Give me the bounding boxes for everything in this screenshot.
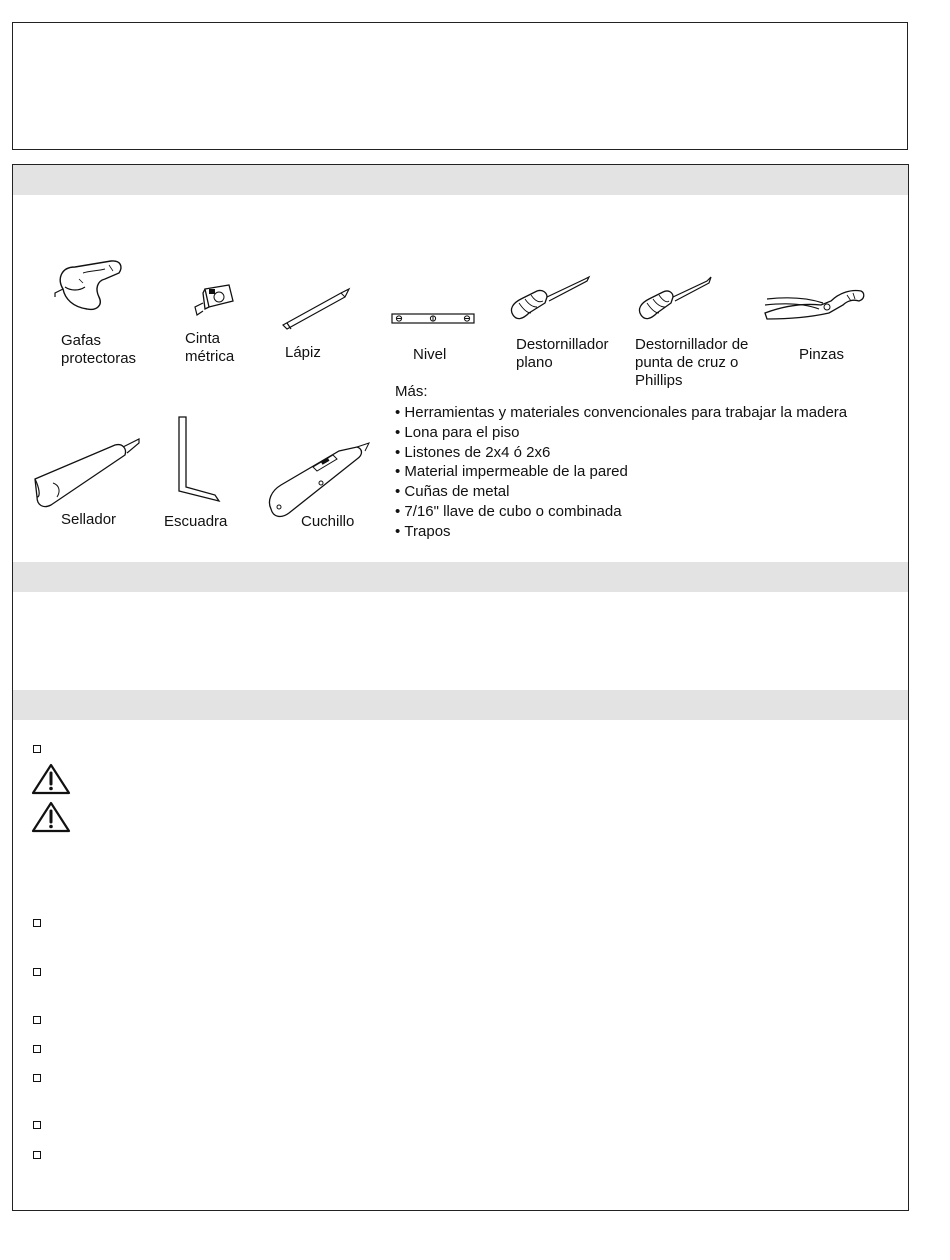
tool-label-level: Nivel	[413, 346, 447, 363]
tool-label-square: Escuadra	[164, 513, 228, 530]
tool-label-pencil: Lápiz	[285, 344, 321, 361]
warning-triangle-icon	[31, 763, 71, 795]
checkbox[interactable]	[33, 745, 41, 753]
list-item: • Cuñas de metal	[395, 482, 847, 502]
safety-glasses-icon	[49, 257, 131, 313]
tool-label-utility-knife: Cuchillo	[301, 513, 355, 530]
more-list	[395, 403, 847, 542]
phillips-screwdriver-icon	[635, 273, 715, 329]
tool-label-safety-glasses: Gafas protectoras	[61, 332, 137, 367]
pliers-icon	[761, 283, 869, 325]
list-item: • Trapos	[395, 522, 847, 542]
checkbox[interactable]	[33, 1121, 41, 1129]
checkbox[interactable]	[33, 1151, 41, 1159]
utility-knife-icon	[265, 435, 375, 519]
list-item: • 7/16" llave de cubo o combinada	[395, 502, 847, 522]
pencil-icon	[279, 285, 351, 331]
more-title: Más:	[395, 383, 428, 400]
square-icon	[177, 415, 223, 503]
checkbox[interactable]	[33, 1016, 41, 1024]
list-item: • Listones de 2x4 ó 2x6	[395, 443, 847, 463]
level-icon	[391, 313, 477, 325]
list-item: • Lona para el piso	[395, 423, 847, 443]
list-item: • Material impermeable de la pared	[395, 462, 847, 482]
checkbox[interactable]	[33, 919, 41, 927]
tools-section	[12, 164, 909, 1211]
section-band-bottom	[13, 690, 908, 720]
checkbox[interactable]	[33, 968, 41, 976]
section-band-middle	[13, 562, 908, 592]
tool-label-sealant: Sellador	[61, 511, 117, 528]
flat-screwdriver-icon	[507, 273, 593, 329]
tool-label-phillips-screwdriver: Destornillador de punta de cruz o Phillips	[635, 336, 749, 389]
header-box	[12, 22, 908, 150]
list-item: • Herramientas y materiales convencionales para trabajar la madera	[395, 403, 847, 423]
tool-label-tape-measure: Cinta métrica	[185, 330, 235, 365]
tool-label-pliers: Pinzas	[799, 346, 845, 363]
checkbox[interactable]	[33, 1074, 41, 1082]
sealant-tube-icon	[31, 435, 143, 511]
tool-label-flat-screwdriver: Destornillador plano	[516, 336, 609, 371]
warning-triangle-icon	[31, 801, 71, 833]
checkbox[interactable]	[33, 1045, 41, 1053]
section-band-tools	[13, 165, 908, 195]
tape-measure-icon	[191, 275, 241, 319]
